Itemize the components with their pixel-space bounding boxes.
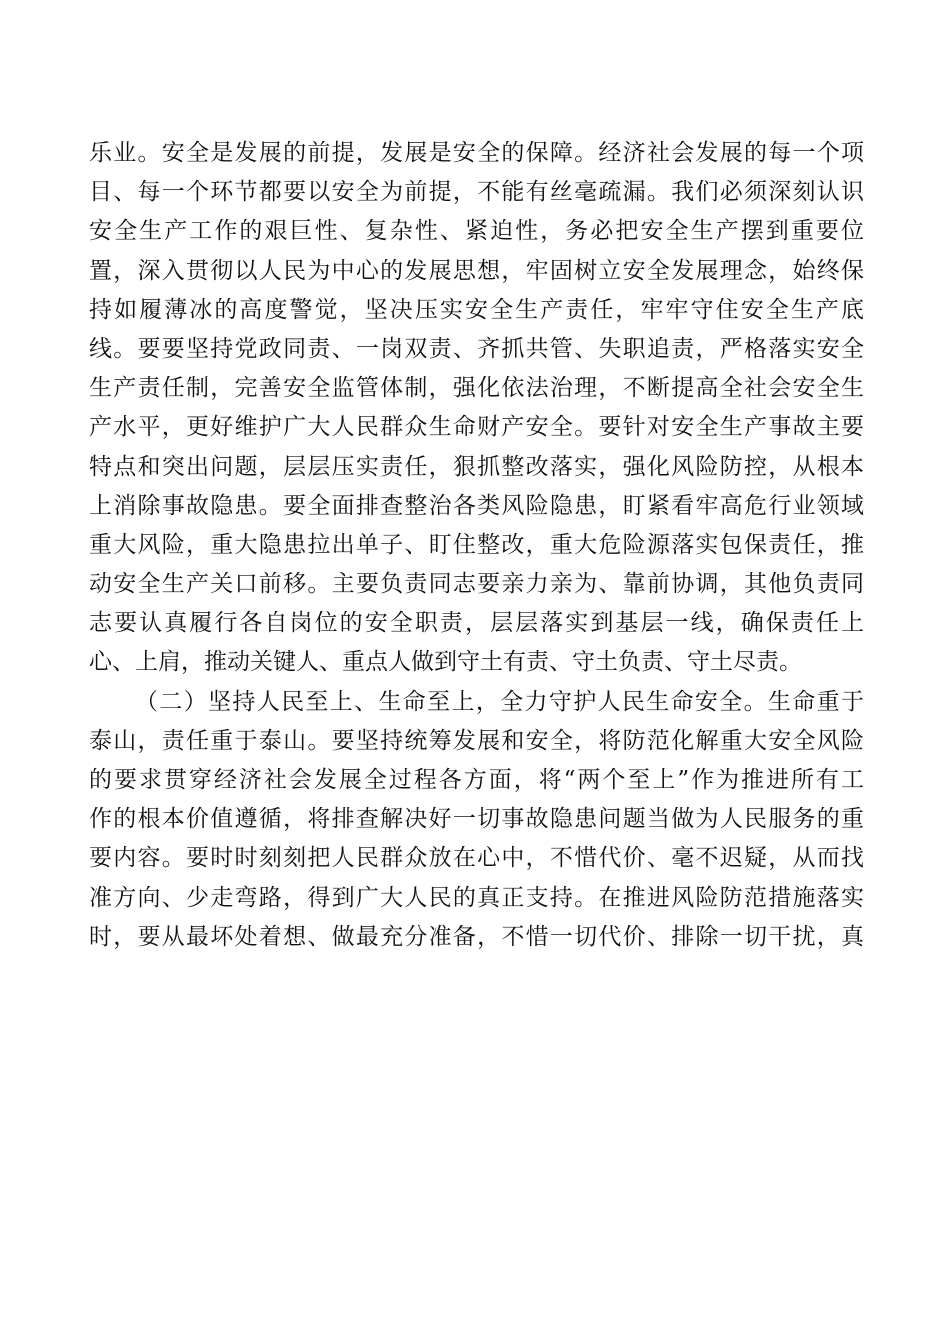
text-line: 的要求贯穿经济社会发展全过程各方面，将“两个至上”作为推进所有工 — [89, 767, 864, 793]
text-line: 上消除事故隐患。要全面排查整治各类风险隐患，盯紧看牢高危行业领域 — [89, 492, 864, 519]
text-line: 泰山，责任重于泰山。要坚持统筹发展和安全，将防范化解重大安全风险 — [89, 727, 864, 754]
text-line: 志要认真履行各自岗位的安全职责，层层落实到基层一线，确保责任上 — [89, 610, 864, 637]
section-heading-line: （二）坚持人民至上、生命至上，全力守护人民生命安全。生命重于 — [135, 688, 864, 715]
text-line: 特点和突出问题，层层压实责任，狠抓整改落实，强化风险防控，从根本 — [89, 453, 864, 480]
text-line: 动安全生产关口前移。主要负责同志要亲力亲为、靠前协调，其他负责同 — [89, 571, 864, 598]
text-line: 乐业。安全是发展的前提，发展是安全的保障。经济社会发展的每一个项 — [89, 140, 864, 166]
text-line: 持如履薄冰的高度警觉，坚决压实安全生产责任，牢牢守住安全生产底 — [89, 296, 864, 323]
body-text — [89, 134, 864, 957]
text-line: 产水平，更好维护广大人民群众生命财产安全。要针对安全生产事故主要 — [89, 414, 864, 441]
text-line: 安全生产工作的艰巨性、复杂性、紧迫性，务必把安全生产摆到重要位 — [89, 218, 864, 245]
text-line: 要内容。要时时刻刻把人民群众放在心中，不惜代价、毫不迟疑，从而找 — [89, 845, 864, 872]
text-line: 目、每一个环节都要以安全为前提，不能有丝毫疏漏。我们必须深刻认识 — [89, 179, 864, 206]
text-line: 生产责任制，完善安全监管体制，强化依法治理，不断提高全社会安全生 — [89, 375, 864, 402]
text-line: 心、上肩，推动关键人、重点人做到守土有责、守土负责、守土尽责。 — [89, 649, 802, 676]
text-line: 准方向、少走弯路，得到广大人民的真正支持。在推进风险防范措施落实 — [89, 884, 864, 911]
text-line: 重大风险，重大隐患拉出单子、盯住整改，重大危险源落实包保责任，推 — [89, 531, 864, 558]
text-line: 时，要从最坏处着想、做最充分准备，不惜一切代价、排除一切干扰，真 — [89, 923, 864, 950]
text-line: 作的根本价值遵循，将排查解决好一切事故隐患问题当做为人民服务的重 — [89, 806, 864, 833]
text-line: 线。要要坚持党政同责、一岗双责、齐抓共管、失职追责，严格落实安全 — [89, 335, 864, 362]
text-line: 置，深入贯彻以人民为中心的发展思想，牢固树立安全发展理念，始终保 — [89, 257, 864, 284]
